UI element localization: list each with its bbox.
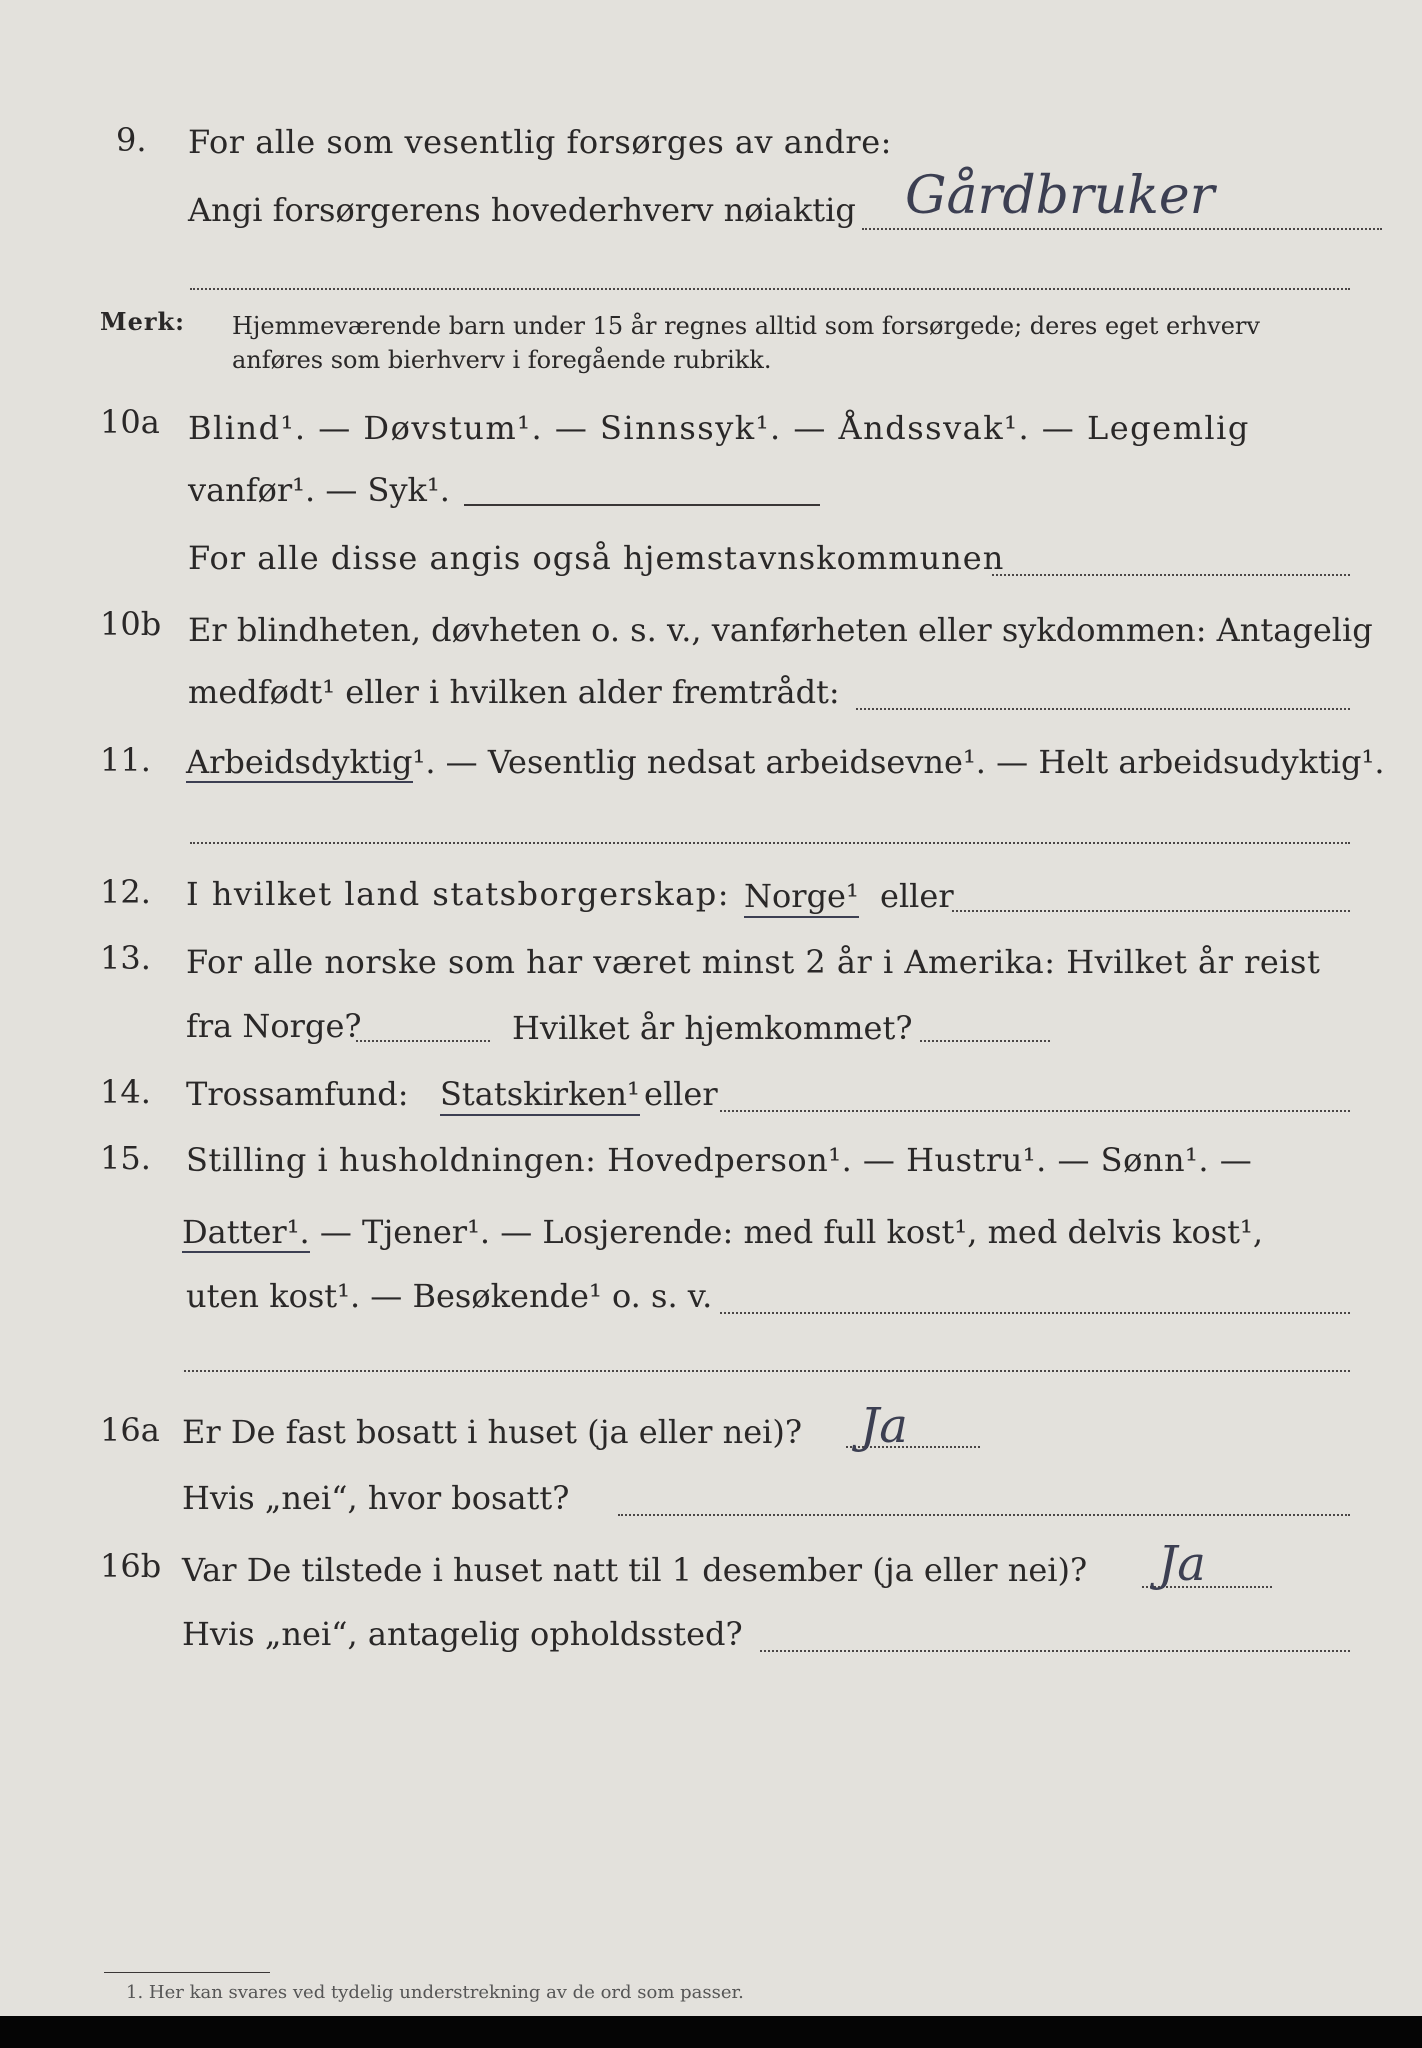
q13-line2b: Hvilket år hjemkommet? bbox=[512, 1009, 913, 1047]
merk-line1: Hjemmeværende barn under 15 år regnes alltid som forsørgede; deres eget erhverv bbox=[232, 312, 1260, 340]
q11-blank-line bbox=[190, 842, 1350, 844]
q13-number: 13. bbox=[100, 939, 151, 977]
q10b-line1: Er blindheten, døvheten o. s. v., vanførheten eller sykdommen: Antagelig bbox=[188, 611, 1373, 649]
q11-number: 11. bbox=[100, 741, 151, 779]
q10b-line2: medfødt¹ eller i hvilken alder fremtrådt: bbox=[188, 673, 840, 711]
q9-line1: For alle som vesentlig forsørges av andre: bbox=[188, 123, 892, 161]
q9-blank-line bbox=[190, 288, 1350, 290]
q13-line2a: fra Norge? bbox=[186, 1007, 362, 1045]
q14-number: 14. bbox=[100, 1073, 151, 1111]
q10a-line1: Blind¹. — Døvstum¹. — Sinnssyk¹. — Åndssvak¹. — Legemlig bbox=[188, 409, 1250, 447]
q10a-syk-line bbox=[464, 504, 820, 506]
q10a-line2: vanfør¹. — Syk¹. bbox=[188, 471, 450, 509]
q15-line2 bbox=[182, 1212, 1263, 1252]
q14-text: Trossamfund: bbox=[186, 1075, 409, 1113]
q9-answer-line bbox=[862, 228, 1382, 230]
q15-line2-rest: — Tjener¹. — Losjerende: med full kost¹, med delvis kost¹, bbox=[319, 1213, 1264, 1251]
q13-line1: For alle norske som har været minst 2 år i Amerika: Hvilket år reist bbox=[186, 943, 1321, 981]
scan-bottom-edge bbox=[0, 2016, 1422, 2048]
footnote-text: 1. Her kan svares ved tydelig understrekning av de ord som passer. bbox=[126, 1982, 744, 2003]
merk-line2: anføres som bierhverv i foregående rubrikk. bbox=[232, 346, 772, 374]
q13-hjemkommet-line bbox=[920, 1040, 1050, 1042]
q16b-answer-handwritten: Ja bbox=[1158, 1536, 1206, 1592]
q12-text: I hvilket land statsborgerskap: bbox=[186, 875, 730, 913]
q15-line3: uten kost¹. — Besøkende¹ o. s. v. bbox=[186, 1277, 713, 1315]
q16b-opholdssted-line bbox=[760, 1650, 1350, 1652]
merk-label: Merk: bbox=[100, 307, 185, 336]
q11-line1 bbox=[186, 742, 1385, 782]
q12-country-line bbox=[952, 910, 1350, 912]
q16a-number: 16a bbox=[100, 1411, 160, 1449]
q9-answer-handwritten: Gårdbruker bbox=[905, 166, 1215, 226]
q10b-number: 10b bbox=[100, 605, 162, 643]
q16a-bosatt-line bbox=[618, 1514, 1350, 1516]
q15-blank-line bbox=[184, 1370, 1350, 1372]
q13-reist-line bbox=[356, 1040, 490, 1042]
q10b-age-line bbox=[856, 708, 1350, 710]
q15-besokende-line bbox=[720, 1312, 1350, 1314]
q15-line1: Stilling i husholdningen: Hovedperson¹. — Hustru¹. — Sønn¹. — bbox=[186, 1141, 1253, 1179]
q16b-number: 16b bbox=[100, 1547, 162, 1585]
q15-number: 15. bbox=[100, 1139, 151, 1177]
q9-number: 9. bbox=[116, 121, 147, 159]
q16a-line2: Hvis „nei“, hvor bosatt? bbox=[182, 1479, 570, 1517]
q9-line2: Angi forsørgerens hovederhverv nøiaktig bbox=[188, 191, 856, 229]
q12-norge-underlined: Norge¹ bbox=[744, 876, 859, 918]
q14-trossamfund-line bbox=[720, 1110, 1350, 1112]
q11-line1-rest: ¹. — Vesentlig nedsat arbeidsevne¹. — Helt arbeidsudyktig¹. bbox=[412, 743, 1385, 781]
q16a-line1: Er De fast bosatt i huset (ja eller nei)? bbox=[182, 1413, 803, 1451]
footnote-rule bbox=[104, 1972, 270, 1973]
q10a-number: 10a bbox=[100, 403, 160, 441]
q14-after: eller bbox=[644, 1075, 718, 1113]
q12-after: eller bbox=[880, 877, 954, 915]
q10a-kommune-line bbox=[992, 574, 1350, 576]
q16b-line1: Var De tilstede i huset natt til 1 desember (ja eller nei)? bbox=[182, 1551, 1088, 1589]
q12-number: 12. bbox=[100, 873, 151, 911]
q16b-line2: Hvis „nei“, antagelig opholdssted? bbox=[182, 1615, 743, 1653]
q15-datter-underlined: Datter¹. bbox=[182, 1213, 310, 1251]
q10a-line3: For alle disse angis også hjemstavnskommunen bbox=[188, 539, 1005, 577]
q11-arbeidsdyktig-underlined: Arbeidsdyktig bbox=[186, 743, 413, 781]
q14-statskirken-underlined: Statskirken¹ bbox=[440, 1074, 640, 1116]
q16a-answer-handwritten: Ja bbox=[860, 1398, 908, 1454]
